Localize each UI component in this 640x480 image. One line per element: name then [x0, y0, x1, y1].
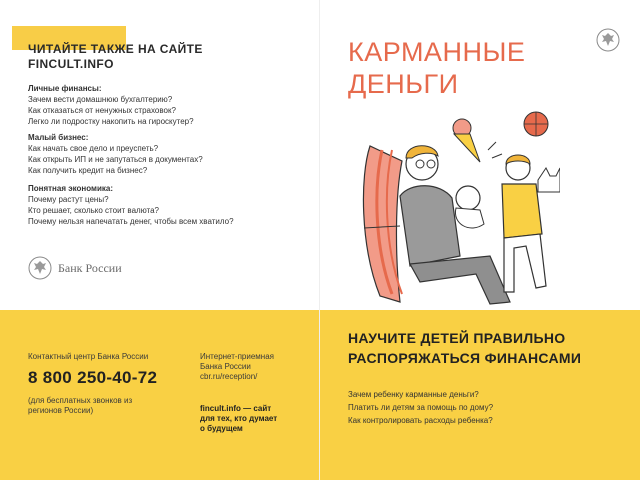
bank-name: Банк России [58, 260, 122, 275]
fincult-line-2: для тех, кто думает [200, 414, 278, 423]
list-item[interactable]: Почему нельзя напечатать денег, чтобы всем хватило? [28, 217, 234, 226]
list-item[interactable]: Как начать свое дело и преуспеть? [28, 144, 159, 153]
questions-list [348, 388, 493, 427]
group-personal-finance [28, 83, 194, 127]
phone-note: (для бесплатных звонков из регионов России) [28, 396, 133, 415]
title-line-2: ДЕНЬГИ [348, 69, 459, 99]
title-line-1: КАРМАННЫЕ [348, 37, 526, 67]
section-heading [28, 42, 203, 72]
left-footer [0, 310, 320, 480]
bank-emblem-icon [596, 28, 620, 52]
list-item: Как контролировать расходы ребенка? [348, 416, 493, 425]
family-illustration [340, 106, 560, 310]
list-item: Платить ли детям за помощь по дому? [348, 403, 494, 412]
group-title: Понятная экономика: [28, 184, 113, 193]
list-item[interactable]: Зачем вести домашнюю бухгалтерию? [28, 95, 173, 104]
list-item[interactable]: Кто решает, сколько стоит валюта? [28, 206, 159, 215]
heading-line-1: ЧИТАЙТЕ ТАКЖЕ НА САЙТЕ [28, 42, 203, 56]
list-item: Зачем ребенку карманные деньги? [348, 390, 479, 399]
fincult-block [200, 404, 310, 434]
group-title: Малый бизнес: [28, 133, 89, 142]
bank-logo [28, 256, 122, 280]
contact-label: Контактный центр Банка России [28, 352, 149, 361]
group-small-business [28, 132, 203, 176]
group-economics [28, 183, 234, 227]
list-item[interactable]: Как получить кредит на бизнес? [28, 166, 148, 175]
slogan [348, 328, 581, 368]
reception-line-1: Интернет-приемная [200, 352, 274, 361]
list-item[interactable]: Легко ли подростку накопить на гироскутер? [28, 117, 194, 126]
reception-line-2: Банка России [200, 362, 251, 371]
list-item[interactable]: Как открыть ИП и не запутаться в документах? [28, 155, 203, 164]
fincult-line-1[interactable]: fincult.info — сайт [200, 404, 272, 413]
group-title: Личные финансы: [28, 84, 102, 93]
heading-line-2: FINCULT.INFO [28, 57, 114, 71]
phone-number[interactable]: 8 800 250-40-72 [28, 368, 158, 387]
bank-emblem-icon [28, 256, 52, 280]
list-item[interactable]: Почему растут цены? [28, 195, 109, 204]
list-item[interactable]: Как отказаться от ненужных страховок? [28, 106, 176, 115]
reception-block [200, 352, 310, 382]
slogan-line-1: НАУЧИТЕ ДЕТЕЙ ПРАВИЛЬНО [348, 330, 566, 346]
slogan-line-2: РАСПОРЯЖАТЬСЯ ФИНАНСАМИ [348, 350, 582, 366]
page-title [348, 36, 525, 100]
reception-link[interactable]: cbr.ru/reception/ [200, 372, 258, 381]
fincult-line-3: о будущем [200, 424, 243, 433]
